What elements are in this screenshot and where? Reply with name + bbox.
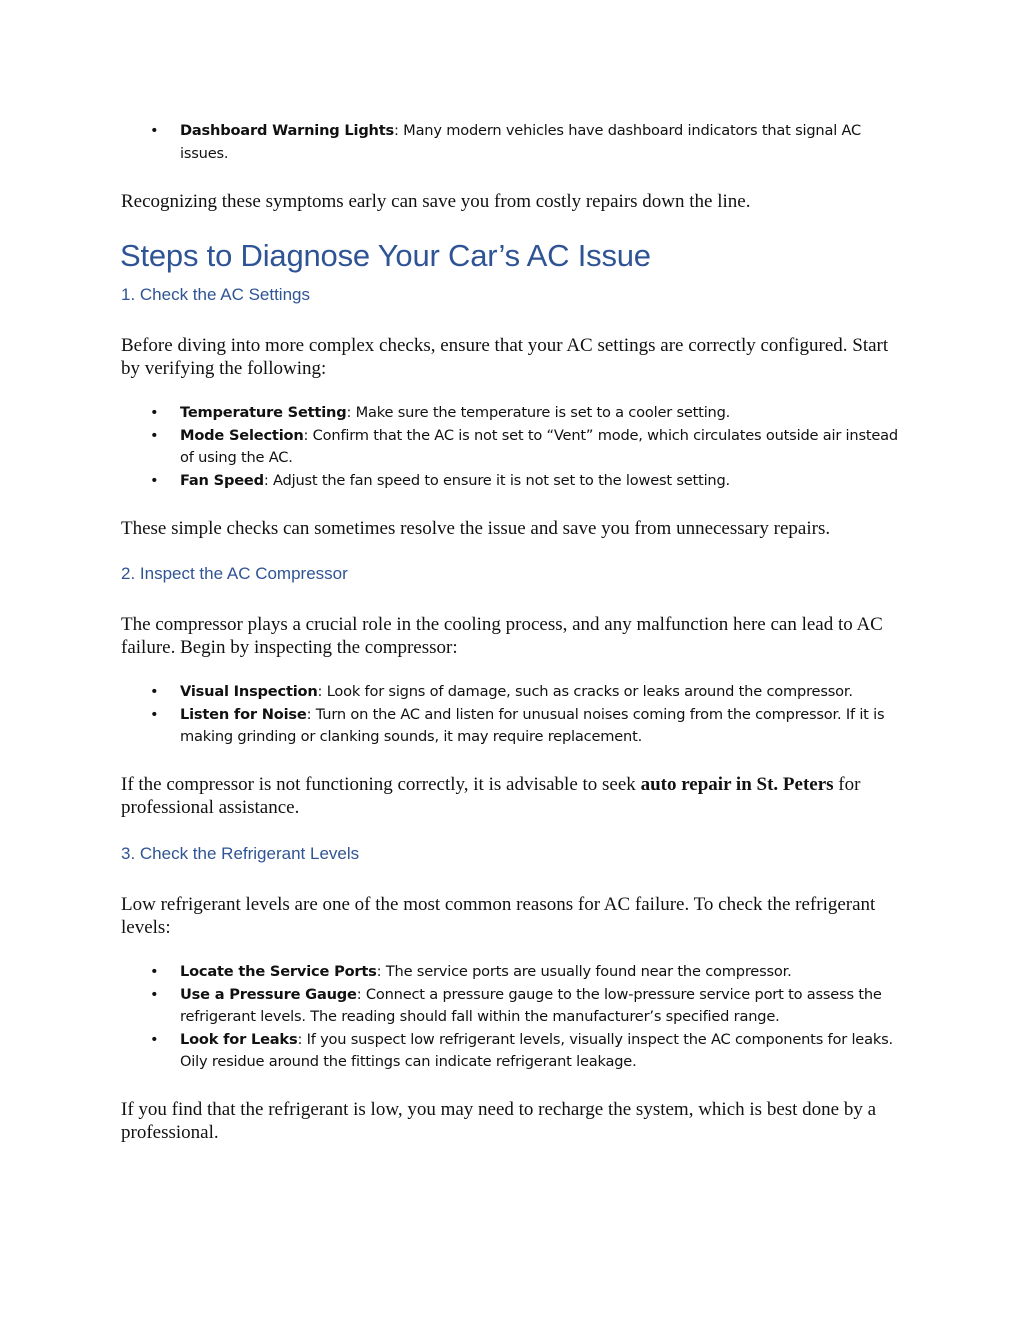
closing-text-end: for professional assistance. <box>121 774 861 818</box>
list-item-term: Visual Inspection <box>180 683 318 700</box>
list-item <box>150 120 900 165</box>
bullet-icon: • <box>150 705 159 723</box>
list-item <box>150 984 900 1029</box>
list-item-term: Mode Selection <box>180 426 304 444</box>
list-item-term: Temperature Setting <box>180 404 347 421</box>
list-item-term: Dashboard Warning Lights <box>180 122 395 139</box>
list-item <box>150 425 900 470</box>
list-item-term: Locate the Service Ports <box>180 963 377 980</box>
bullet-icon: • <box>150 471 159 489</box>
list-item-text: : Confirm that the AC is not set to “Vent” mode, which circulates outside air instead of using the AC. <box>180 426 898 466</box>
list-item <box>150 961 900 984</box>
section-3-list <box>150 961 900 1074</box>
bullet-icon: • <box>150 1030 159 1048</box>
bullet-icon: • <box>150 426 159 444</box>
list-item-text: : Make sure the temperature is set to a cooler setting. <box>346 404 731 421</box>
section-3-closing: If you find that the refrigerant is low, you may need to recharge the system, which is best done by a professional. <box>121 1099 877 1143</box>
bullet-icon: • <box>150 683 159 700</box>
list-item <box>150 402 900 425</box>
section-2-closing <box>121 773 901 819</box>
list-item-text: : If you suspect low refrigerant levels, visually inspect the AC components for leaks. Oily residue around the fittings can indicate refrigerant leakage. <box>180 1030 893 1070</box>
section-2-title: 2. Inspect the AC Compressor <box>121 564 348 583</box>
auto-repair-link-text: auto repair in St. Peters <box>640 774 834 795</box>
closing-text: If the compressor is not functioning correctly, it is advisable to seek <box>121 774 641 795</box>
section-2-list <box>150 681 900 749</box>
list-item-text: : Connect a pressure gauge to the low-pressure service port to assess the refrigerant levels. The reading should fall within the manufacturer’s specified range. <box>180 985 882 1025</box>
section-2-paragraph: The compressor plays a crucial role in the cooling process, and any malfunction here can lead to AC failure. Begin by inspecting the compressor: <box>121 614 883 658</box>
intro-paragraph: Recognizing these symptoms early can save you from costly repairs down the line. <box>121 191 751 212</box>
list-item-text: : Look for signs of damage, such as cracks or leaks around the compressor. <box>317 683 853 700</box>
section-1-closing: These simple checks can sometimes resolve the issue and save you from unnecessary repairs. <box>121 518 831 539</box>
list-item <box>150 470 900 493</box>
section-3-title: 3. Check the Refrigerant Levels <box>121 844 360 863</box>
bullet-icon: • <box>150 963 159 980</box>
list-item-term: Look for Leaks <box>180 1030 298 1048</box>
list-item-text: : The service ports are usually found near the compressor. <box>376 963 792 980</box>
page-title: Steps to Diagnose Your Car’s AC Issue <box>120 238 651 273</box>
section-3-paragraph: Low refrigerant levels are one of the most common reasons for AC failure. To check the refrigerant levels: <box>121 894 876 938</box>
list-item <box>150 1029 900 1074</box>
section-1-list <box>150 402 900 492</box>
list-item-text: : Turn on the AC and listen for unusual noises coming from the compressor. If it is making grinding or clanking sounds, it may require replacement. <box>180 705 885 745</box>
list-item <box>150 681 900 704</box>
section-1-paragraph: Before diving into more complex checks, ensure that your AC settings are correctly configured. Start by verifying the following: <box>121 335 889 379</box>
list-item <box>150 704 900 749</box>
bullet-icon: • <box>150 985 159 1003</box>
list-item-term: Listen for Noise <box>180 705 307 723</box>
bullet-icon: • <box>150 122 159 139</box>
list-item-term: Fan Speed <box>180 471 264 489</box>
list-item-text: : Many modern vehicles have dashboard indicators that signal AC issues. <box>180 122 862 162</box>
list-item-term: Use a Pressure Gauge <box>180 985 357 1003</box>
intro-bullet-list <box>150 120 900 165</box>
section-1-title: 1. Check the AC Settings <box>121 285 310 304</box>
list-item-text: : Adjust the fan speed to ensure it is not set to the lowest setting. <box>263 471 730 489</box>
bullet-icon: • <box>150 404 159 421</box>
